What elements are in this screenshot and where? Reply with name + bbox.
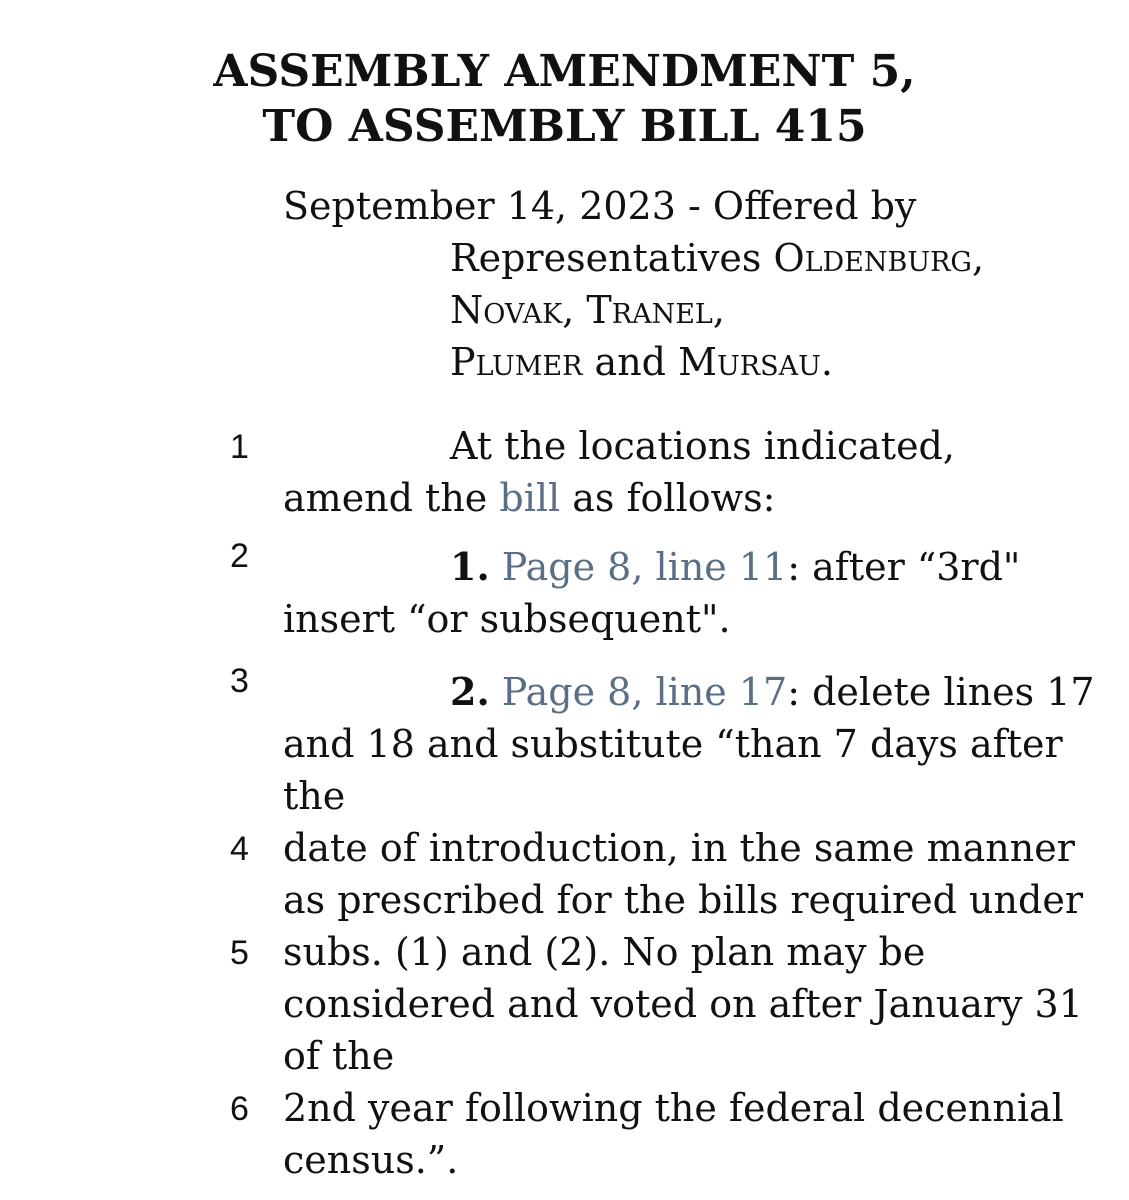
representatives-line-3 (283, 336, 984, 388)
separator: , (562, 288, 587, 332)
text-line: the (283, 774, 346, 818)
line-number-4: 4 (230, 830, 249, 868)
line-number-1: 1 (230, 428, 249, 466)
text-line (283, 420, 1103, 472)
text-segment: : delete lines 17 (787, 670, 1095, 714)
bill-link[interactable]: bill (499, 476, 561, 520)
paragraph-intro (283, 420, 1103, 524)
rep-plumer: Plumer (450, 340, 583, 384)
text-segment: : after “3rd" (787, 545, 1021, 589)
separator: , (972, 236, 985, 280)
text-line (283, 666, 1103, 718)
rep-mursau: Mursau (678, 340, 821, 384)
text-line: date of introduction, in the same manner (283, 826, 1075, 870)
text-line: of the (283, 1034, 395, 1078)
rep-novak: Novak (450, 288, 563, 332)
text-line: insert “or subsequent". (283, 597, 731, 641)
text-line: and 18 and substitute “than 7 days after (283, 722, 1063, 766)
instruction-number: 2. (450, 669, 490, 714)
text-line (283, 472, 1103, 524)
title-line-2: TO ASSEMBLY BILL 415 (262, 101, 867, 152)
paragraph-instruction-1 (283, 541, 1103, 645)
rep-tranel: Tranel (586, 288, 713, 332)
page-8-line-11-link[interactable]: Page 8, line 11 (501, 545, 788, 589)
title-line-1: ASSEMBLY AMENDMENT 5, (213, 46, 916, 97)
separator: , (712, 288, 725, 332)
text-line (283, 541, 1103, 593)
text-line: as prescribed for the bills required under (283, 878, 1083, 922)
conjunction: and (582, 340, 679, 384)
text-segment: as follows: (560, 476, 776, 520)
representatives-line-2 (283, 284, 984, 336)
representatives-line-1 (283, 232, 984, 284)
offered-date-line: September 14, 2023 - Offered by (283, 184, 917, 228)
page-8-line-17-link[interactable]: Page 8, line 17 (501, 670, 788, 714)
text-line: census.”. (283, 1138, 459, 1182)
text-segment: At the locations indicated, (450, 424, 955, 468)
text-line: 2nd year following the federal decennial (283, 1086, 1064, 1130)
line-number-5: 5 (230, 934, 249, 972)
offered-by-block (283, 180, 984, 388)
text-segment: amend the (283, 476, 500, 520)
text-line: subs. (1) and (2). No plan may be (283, 930, 926, 974)
amendment-title (0, 44, 1129, 154)
period: . (820, 340, 833, 384)
line-number-2: 2 (230, 537, 249, 575)
text-line: considered and voted on after January 31 (283, 982, 1083, 1026)
rep-oldenburg: Oldenburg (773, 236, 972, 280)
reps-prefix: Representatives (450, 236, 774, 280)
instruction-number: 1. (450, 544, 490, 589)
paragraph-instruction-2 (283, 666, 1103, 1186)
line-number-3: 3 (230, 662, 249, 700)
line-number-6: 6 (230, 1090, 249, 1128)
